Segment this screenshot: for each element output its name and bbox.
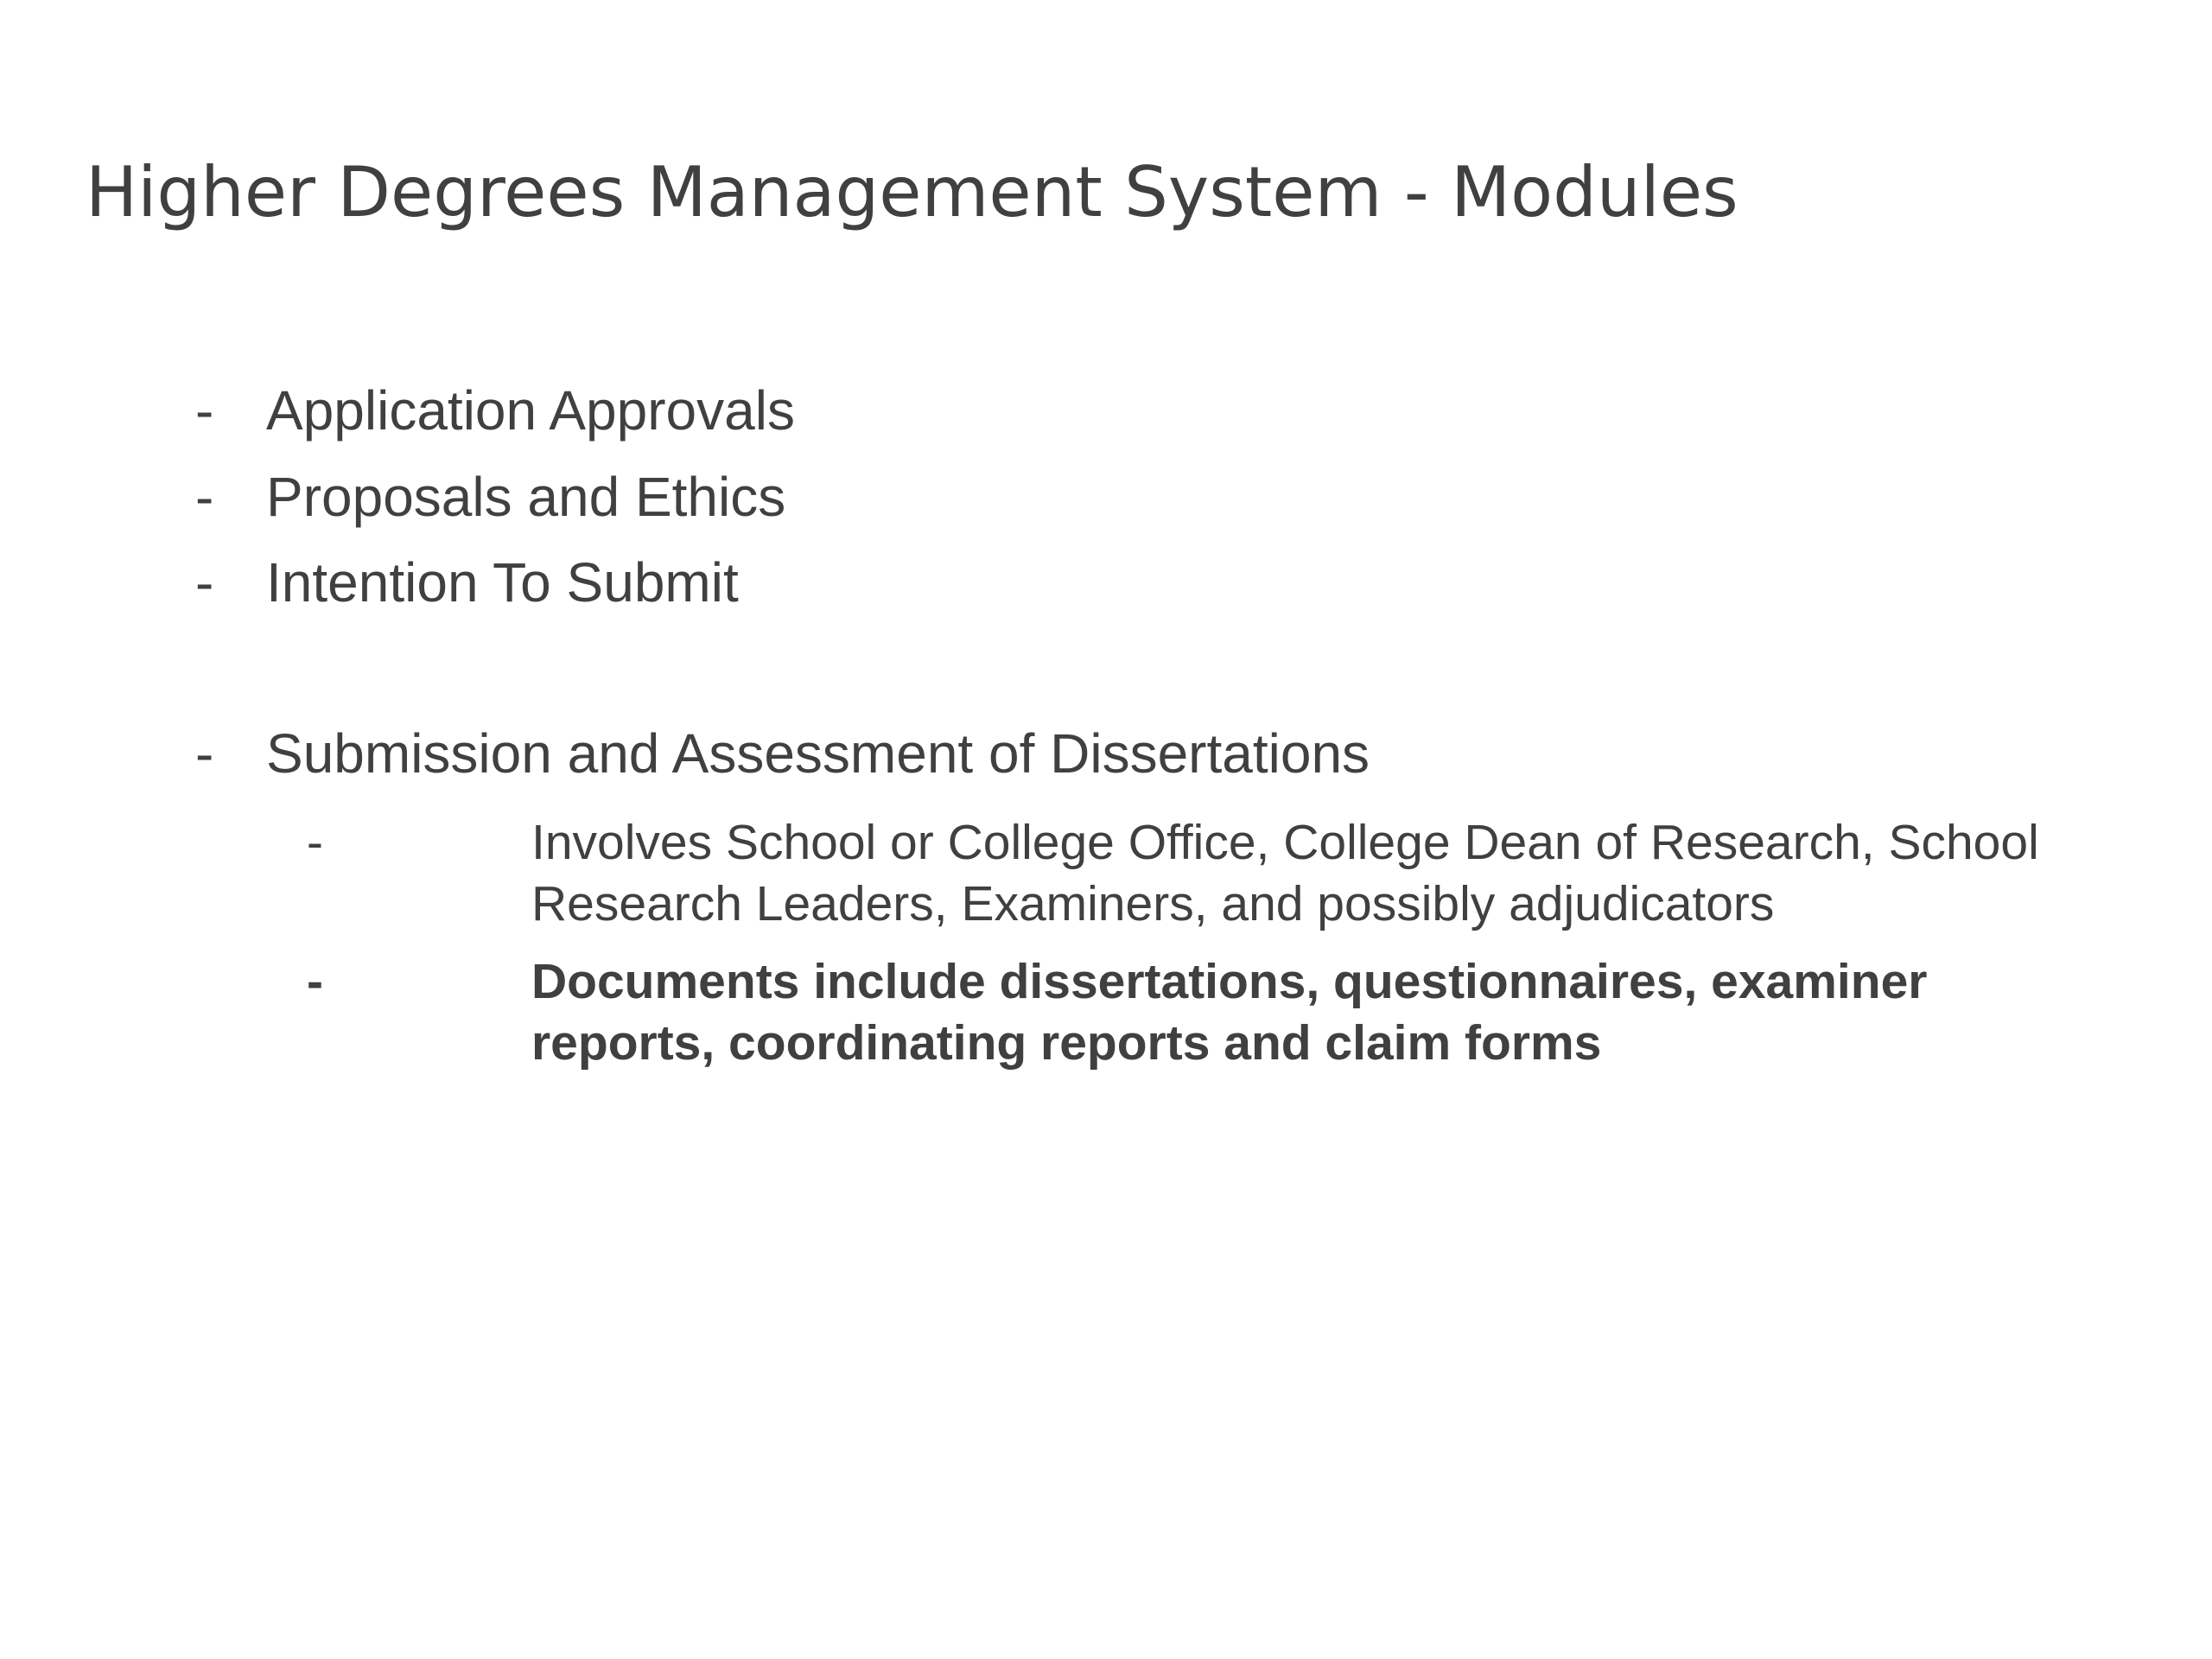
bullet-text: Proposals and Ethics <box>266 466 786 528</box>
slide-title: Higher Degrees Management System - Modules <box>86 152 1738 232</box>
bullet-text: Application Approvals <box>266 379 795 442</box>
bullet-text: Submission and Assessment of Dissertations <box>266 722 1370 785</box>
bullet-text: Intention To Submit <box>266 551 739 613</box>
bullet-marker: - <box>195 379 214 442</box>
bullet-marker: - <box>195 722 214 785</box>
bullet-marker: - <box>195 551 214 613</box>
bullet-marker: - <box>195 466 214 528</box>
sub-bullet-marker: - <box>307 815 323 870</box>
sub-bullet-text: Involves School or College Office, College Dean of Research, School Research Leaders, Examiners, and possibly adjudicators <box>531 815 2039 931</box>
sub-bullet-text: Documents include dissertations, questionnaires, examiner reports, coordinating reports and claim forms <box>531 954 1928 1071</box>
sub-bullet-marker: - <box>307 954 323 1009</box>
